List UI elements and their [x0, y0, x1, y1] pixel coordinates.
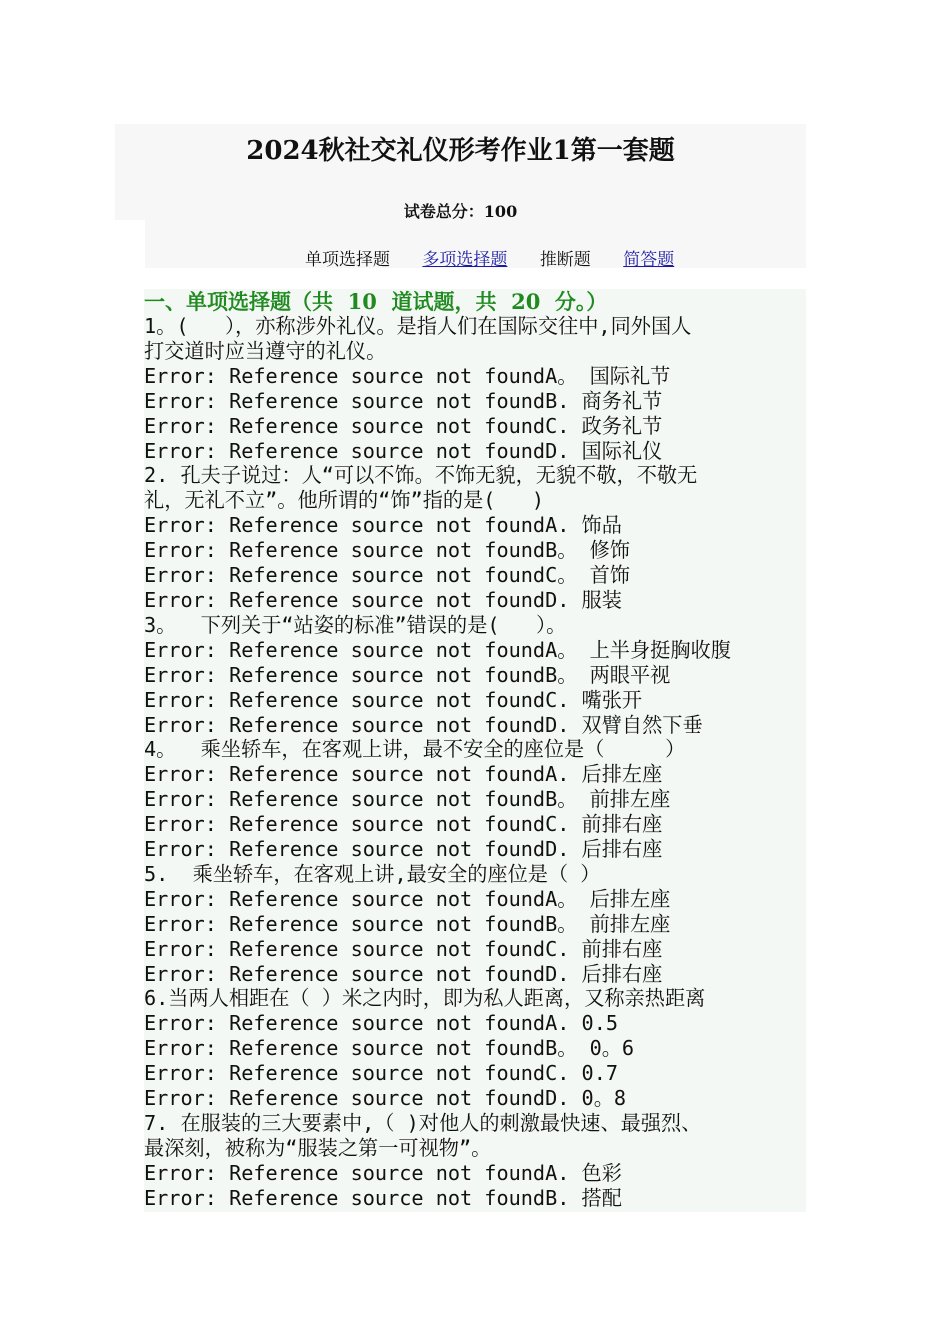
option-line: Error: Reference source not foundA. 0.5: [144, 1011, 619, 1036]
option-line: Error: Reference source not foundA。 后排左座: [144, 886, 671, 911]
question-content: [144, 289, 806, 1212]
option-line: Error: Reference source not foundB。 0。6: [144, 1036, 635, 1061]
question-line: 3。 下列关于“站姿的标准”错误的是( ）。: [144, 612, 567, 637]
question-line: 打交道时应当遵守的礼仪。: [144, 338, 387, 363]
option-line: Error: Reference source not foundA。 上半身挺胸收腹: [144, 637, 731, 662]
nav-judgment: 推断题: [539, 250, 591, 270]
page-title: 2024秋社交礼仪形考作业1第一套题: [246, 136, 675, 166]
option-line: Error: Reference source not foundA。 国际礼节: [144, 363, 671, 388]
option-line: Error: Reference source not foundB. 搭配: [144, 1185, 622, 1210]
nav-multiple-choice-link[interactable]: 多项选择题: [422, 250, 508, 270]
option-line: Error: Reference source not foundC。 首饰: [144, 563, 630, 588]
option-line: Error: Reference source not foundD. 双臂自然下垂: [144, 712, 703, 737]
question-lines: [144, 314, 806, 1211]
option-line: Error: Reference source not foundD. 国际礼仪: [144, 438, 663, 463]
option-line: Error: Reference source not foundB。 两眼平视: [144, 662, 671, 687]
question-line: 6.当两人相距在（ ）米之内时，即为私人距离，又称亲热距离: [144, 986, 706, 1011]
question-line: 5. 乘坐轿车，在客观上讲,最安全的座位是（ ）: [144, 861, 601, 886]
section-heading: 一、单项选择题（共 10 道试题，共 20 分。）: [144, 289, 608, 314]
question-line: 7. 在服装的三大要素中,（ )对他人的刺激最快速、最强烈、: [144, 1111, 702, 1135]
option-line: Error: Reference source not foundC. 前排右座: [144, 812, 663, 837]
option-line: Error: Reference source not foundB。 前排左座: [144, 911, 671, 936]
option-line: Error: Reference source not foundB。 修饰: [144, 538, 630, 563]
option-line: Error: Reference source not foundA. 色彩: [144, 1160, 622, 1185]
question-line: 4。 乘坐轿车，在客观上讲，最不安全的座位是（ ）: [144, 737, 686, 762]
question-line: 2. 孔夫子说过：人“可以不饰。不饰无貌，无貌不敬，不敬无: [144, 463, 698, 488]
option-line: Error: Reference source not foundA. 饰品: [144, 513, 622, 538]
option-line: Error: Reference source not foundC. 政务礼节: [144, 413, 663, 438]
option-line: Error: Reference source not foundB. 商务礼节: [144, 388, 663, 413]
nav-single-choice: 单项选择题: [305, 250, 390, 270]
option-line: Error: Reference source not foundC. 前排右座: [144, 936, 663, 961]
option-line: Error: Reference source not foundD. 0。8: [144, 1086, 627, 1111]
option-line: Error: Reference source not foundC. 0.7: [144, 1061, 619, 1086]
option-line: Error: Reference source not foundA. 后排左座: [144, 762, 663, 787]
question-line: 礼，无礼不立”。他所谓的“饰”指的是( ): [144, 488, 545, 513]
option-line: Error: Reference source not foundD. 后排右座: [144, 837, 663, 862]
option-line: Error: Reference source not foundB。 前排左座: [144, 787, 671, 812]
option-line: Error: Reference source not foundD. 后排右座: [144, 961, 663, 986]
section-nav: [305, 245, 674, 270]
total-score: 试卷总分：100: [403, 202, 518, 221]
option-line: Error: Reference source not foundC. 嘴张开: [144, 687, 643, 712]
question-line: 1。( ），亦称涉外礼仪。是指人们在国际交往中,同外国人: [144, 314, 692, 338]
question-line: 最深刻，被称为“服装之第一可视物”。: [144, 1135, 492, 1160]
nav-short-answer-link[interactable]: 简答题: [623, 250, 675, 270]
option-line: Error: Reference source not foundD. 服装: [144, 587, 622, 612]
